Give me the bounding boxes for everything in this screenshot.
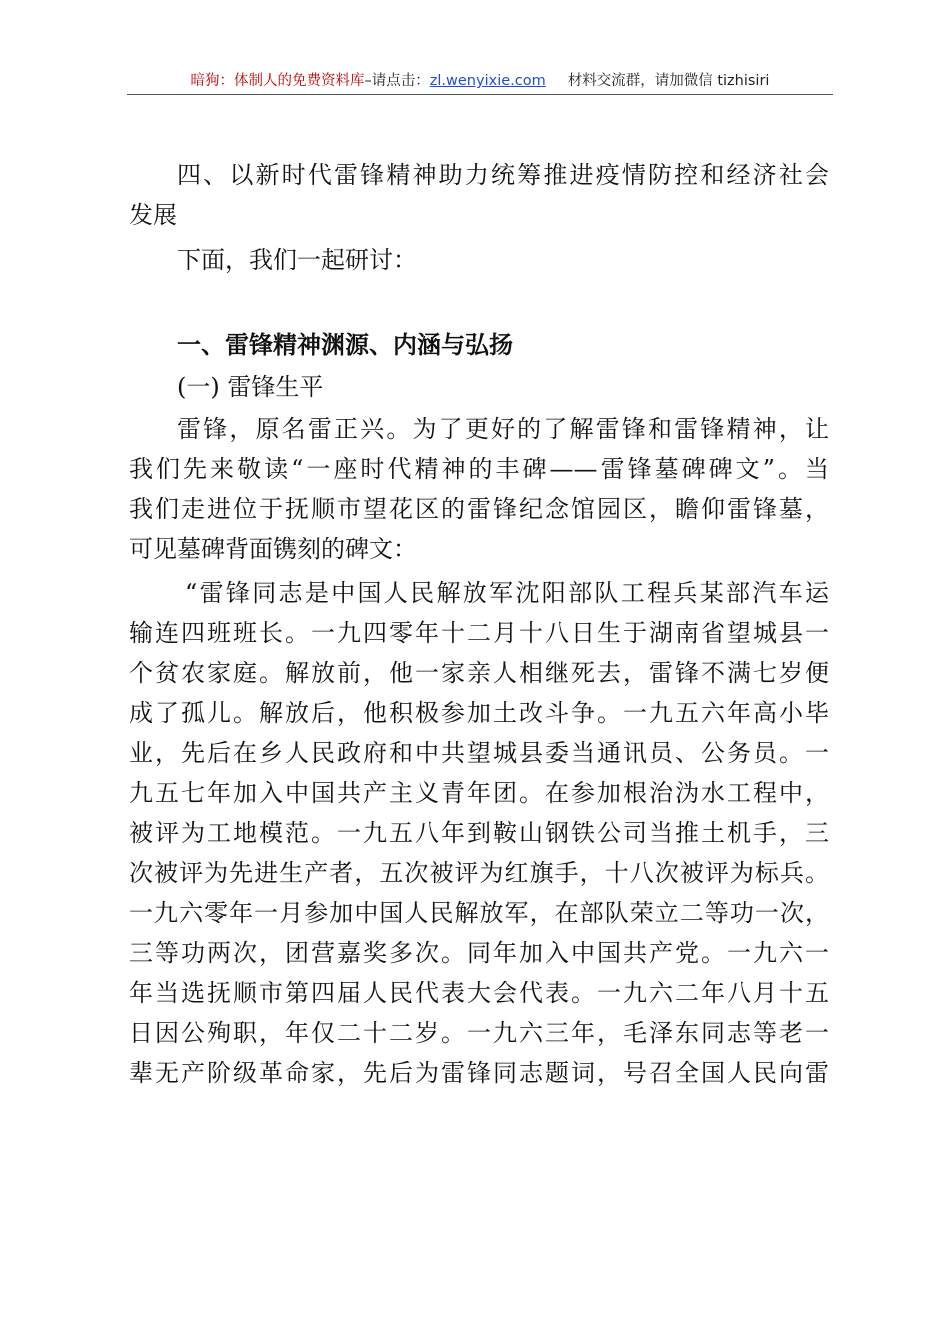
paragraph-line: 被评为工地模范。一九五八年到鞍山钢铁公司当推土机手，三 [129, 819, 829, 847]
paragraph-line: 辈无产阶级革命家，先后为雷锋同志题词，号召全国人民向雷 [129, 1059, 829, 1087]
paragraph-line: 三等功两次，团营嘉奖多次。同年加入中国共产党。一九六一 [129, 939, 829, 967]
subheading-1: (一) 雷锋生平 [177, 373, 324, 401]
section4-title-line1: 四、以新时代雷锋精神助力统筹推进疫情防控和经济社会 [177, 161, 829, 189]
paragraph-line: 输连四班班长。一九四零年十二月十八日生于湖南省望城县一 [129, 619, 829, 647]
header-promo-text: 暗狗：体制人的免费资料库 [190, 73, 365, 89]
header-link[interactable]: zl.wenyixie.com [429, 73, 546, 89]
paragraph-line: 个贫农家庭。解放前，他一家亲人相继死去，雷锋不满七岁便 [129, 659, 829, 687]
paragraph-line: 九五七年加入中国共产主义青年团。在参加根治沩水工程中， [129, 779, 829, 807]
heading-1: 一、雷锋精神渊源、内涵与弘扬 [177, 331, 513, 359]
paragraph-1 [129, 409, 829, 569]
paragraph-2-epitaph [129, 573, 829, 1093]
section4-title-line2: 发展 [129, 201, 177, 229]
paragraph-line: 可见墓碑背面镌刻的碑文： [129, 535, 417, 563]
paragraph-line: 我们走进位于抚顺市望花区的雷锋纪念馆园区，瞻仰雷锋墓， [129, 495, 829, 523]
intro-text: 下面，我们一起研讨： [177, 246, 417, 274]
page-header [127, 70, 833, 95]
header-prompt-text: –请点击： [364, 73, 430, 89]
paragraph-line: 一九六零年一月参加中国人民解放军，在部队荣立二等功一次， [129, 899, 829, 927]
paragraph-line: 雷锋，原名雷正兴。为了更好的了解雷锋和雷锋精神，让 [177, 415, 829, 443]
paragraph-line: 日因公殉职，年仅二十二岁。一九六三年，毛泽东同志等老一 [129, 1019, 829, 1047]
paragraph-line: “雷锋同志是中国人民解放军沈阳部队工程兵某部汽车运 [185, 579, 829, 607]
header-contact-text: 材料交流群，请加微信 tizhisiri [567, 73, 770, 89]
paragraph-line: 次被评为先进生产者，五次被评为红旗手，十八次被评为标兵。 [129, 859, 829, 887]
paragraph-line: 成了孤儿。解放后，他积极参加土改斗争。一九五六年高小毕 [129, 699, 829, 727]
document-body [129, 155, 829, 1093]
paragraph-line: 年当选抚顺市第四届人民代表大会代表。一九六二年八月十五 [129, 979, 829, 1007]
paragraph-line: 我们先来敬读“一座时代精神的丰碑——雷锋墓碑碑文”。当 [129, 455, 829, 483]
paragraph-line: 业，先后在乡人民政府和中共望城县委当通讯员、公务员。一 [129, 739, 829, 767]
